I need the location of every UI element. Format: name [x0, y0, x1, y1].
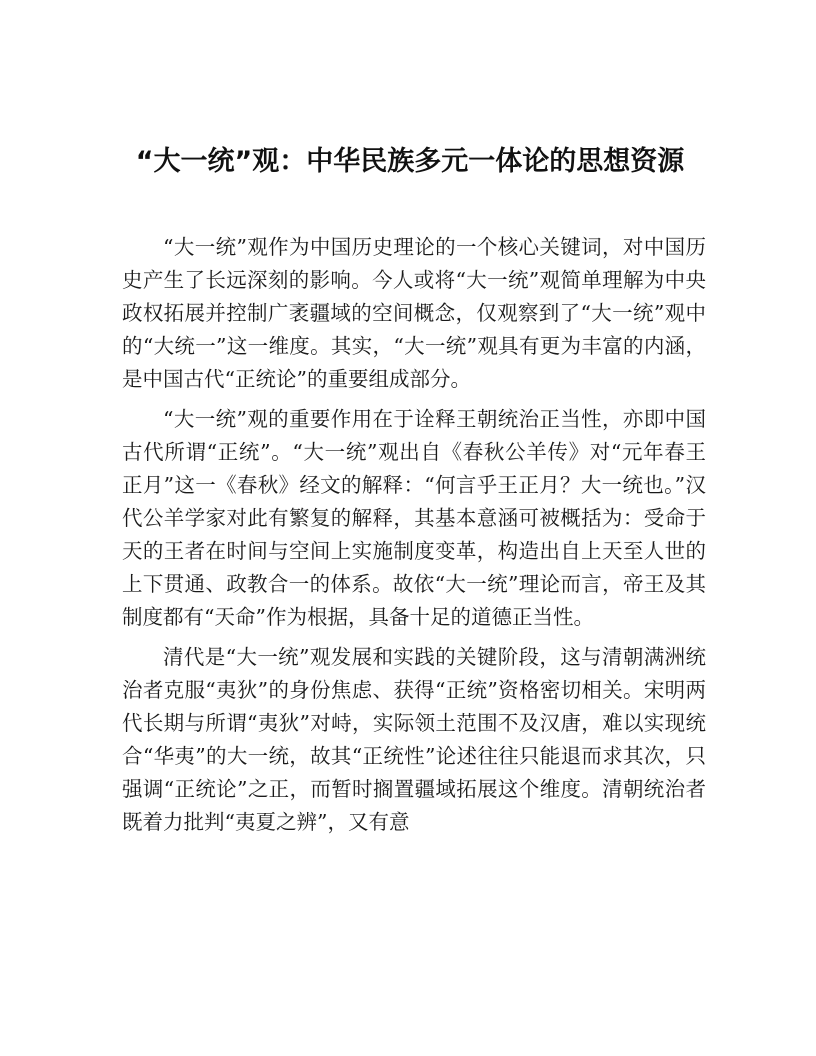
document-body [122, 231, 706, 846]
paragraph: “大一统”观的重要作用在于诠释王朝统治正当性，亦即中国古代所谓“正统”。“大一统”观出自《春秋公羊传》对“元年春王正月”这一《春秋》经文的解释：“何言乎王正月？大一统也。”汉代公羊学家对此有繁复的解释，其基本意涵可被概括为：受命于天的王者在时间与空间上实施制度变革，构造出自上天至人世的上下贯通、政教合一的体系。故依“大一统”理论而言，帝王及其制度都有“天命”作为根据，具备十足的道德正当性。 [122, 407, 706, 629]
document-title: “大一统”观：中华民族多元一体论的思想资源 [135, 146, 685, 177]
paragraph: “大一统”观作为中国历史理论的一个核心关键词，对中国历史产生了长远深刻的影响。今人或将“大一统”观简单理解为中央政权拓展并控制广袤疆域的空间概念，仅观察到了“大一统”观中的“大统一”这一维度。其实，“大一统”观具有更为丰富的内涵，是中国古代“正统论”的重要组成部分。 [122, 235, 706, 391]
paragraph: 清代是“大一统”观发展和实践的关键阶段，这与清朝满洲统治者克服“夷狄”的身份焦虑、获得“正统”资格密切相关。宋明两代长期与所谓“夷狄”对峙，实际领土范围不及汉唐，难以实现统合“华夷”的大一统，故其“正统性”论述往往只能退而求其次，只强调“正统论”之正，而暂时搁置疆域拓展这个维度。清朝统治者既着力批判“夷夏之辨”，又有意 [122, 645, 706, 834]
